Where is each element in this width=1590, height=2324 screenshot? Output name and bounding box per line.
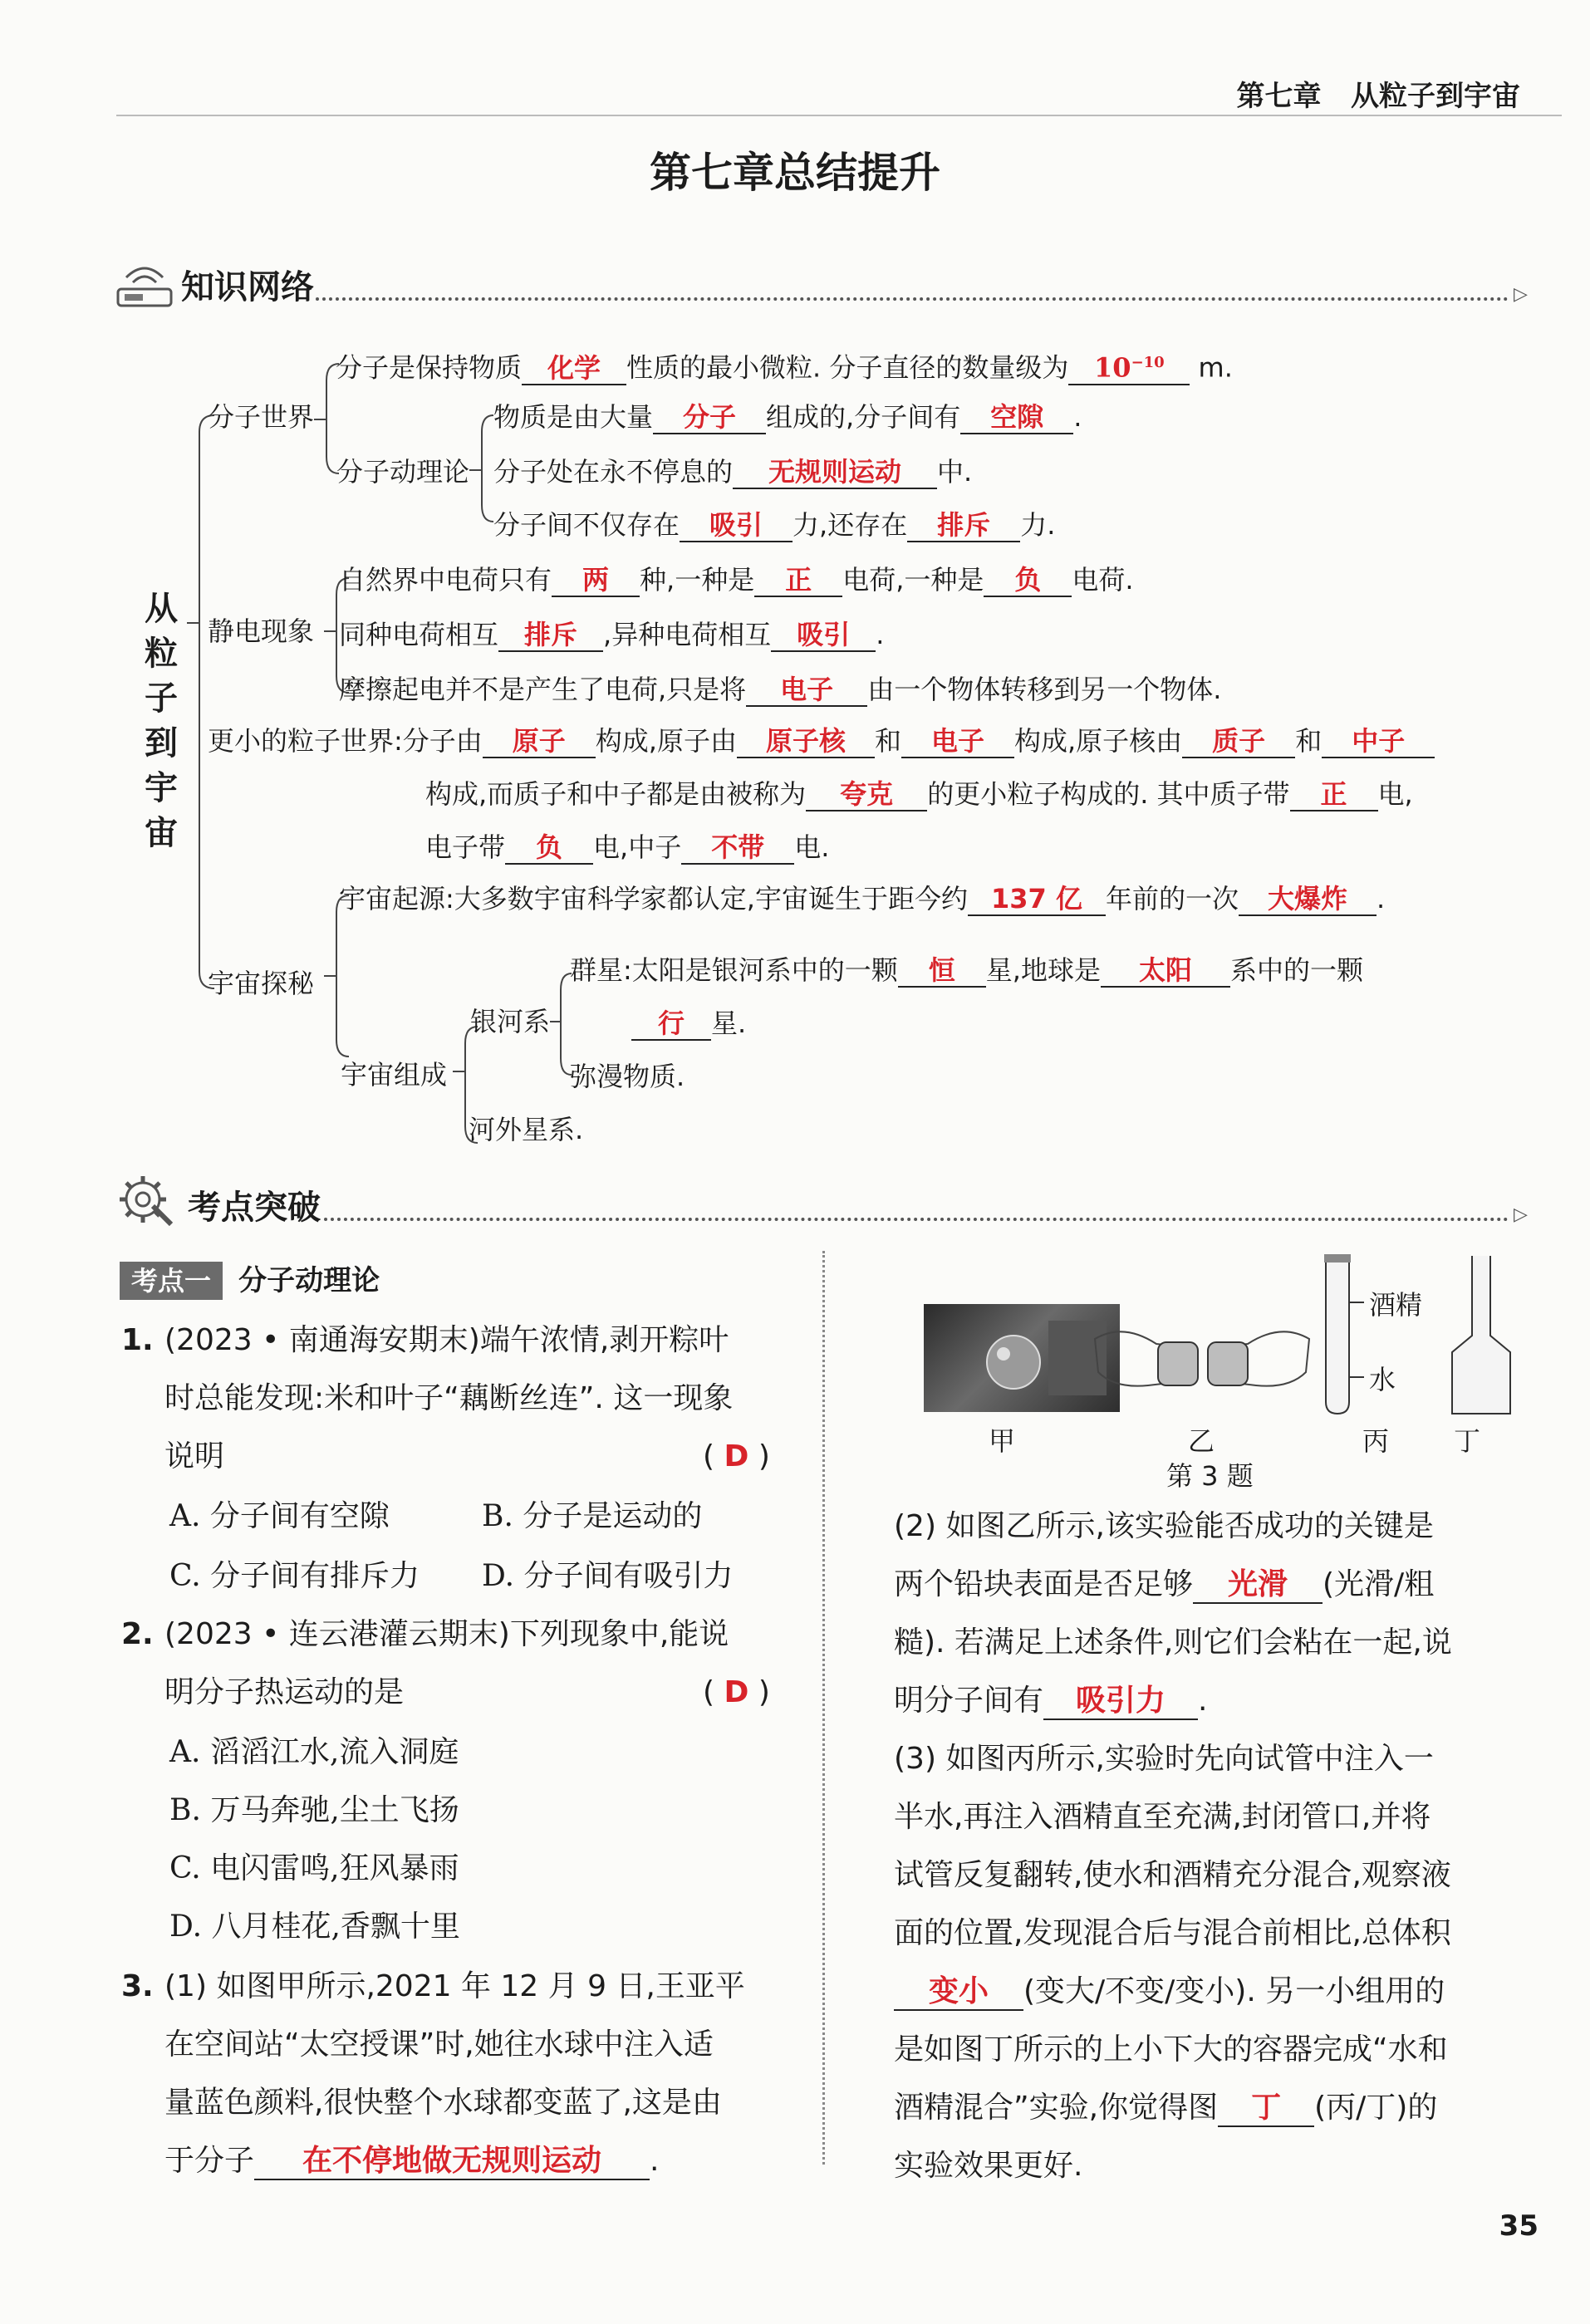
r-line-9: 变小 (变大/不变/变小). 另一小组用的: [894, 1973, 1445, 2011]
answer-blank: 大爆炸: [1239, 883, 1377, 916]
answer-blank: 正: [754, 564, 842, 597]
answer-blank: 电子: [746, 674, 867, 707]
line-12: 群星:太阳是银河系中的一颗 恒 星,地球是 太阳 系中的一颗: [570, 954, 1363, 986]
answer-blank: 原子: [483, 725, 596, 758]
label-ding: 丁: [1454, 1425, 1481, 1457]
line-14: 弥漫物质.: [570, 1061, 685, 1092]
figure-ding-container: [1444, 1253, 1519, 1422]
q3-line-1: (1) 如图甲所示,2021 年 12 月 9 日,王亚平: [164, 1969, 745, 2003]
r-line-1: (2) 如图乙所示,该实验能否成功的关键是: [894, 1509, 1434, 1543]
q2-option-b: B. 万马奔驰,尘土飞扬: [169, 1793, 459, 1827]
answer-blank: 排斥: [907, 509, 1020, 542]
r-line-11: 酒精混合”实验,你觉得图 丁 (丙/丁)的: [894, 2090, 1437, 2127]
answer-blank: 电子: [901, 725, 1014, 758]
answer-blank: 不带: [681, 831, 794, 865]
line-1: 分子是保持物质 化学 性质的最小微粒. 分子直径的数量级为 $10^{-10}$ m.: [336, 347, 1233, 385]
line-7: 摩擦起电并不是产生了电荷,只是将 电子 由一个物体转移到另一个物体.: [339, 674, 1222, 705]
r-line-2: 两个铅块表面是否足够 光滑 (光滑/粗: [894, 1566, 1434, 1604]
question-number: 1.: [121, 1323, 154, 1357]
line-2: 物质是由大量 分子 组成的,分子间有 空隙 .: [493, 401, 1082, 433]
q3-line-4: 于分子 在不停地做无规则运动 .: [164, 2143, 659, 2180]
line-5: 自然界中电荷只有 两 种,一种是 正 电荷,一种是 负 电荷.: [339, 564, 1134, 596]
header-chapter: 第七章: [1236, 80, 1322, 113]
answer-blank: 排斥: [498, 619, 603, 652]
r-line-12: 实验效果更好.: [894, 2149, 1083, 2183]
answer-blank: 吸引: [680, 509, 793, 542]
node-fenzi-shijie: 分子世界: [208, 401, 315, 433]
divider-arrow-icon: ▷: [1514, 1204, 1528, 1225]
q1-option-b: B. 分子是运动的: [482, 1499, 703, 1533]
r-line-7: 试管反复翻转,使水和酒精充分混合,观察液: [894, 1858, 1451, 1892]
answer-blank: 夸克: [806, 778, 927, 811]
answer-blank: 吸引力: [1043, 1684, 1198, 1720]
line-10: 电子带 负 电,中子 不带 电.: [425, 831, 830, 863]
header-chapter-title: 从粒子到宇宙: [1351, 80, 1520, 113]
section-points-title: 考点突破: [188, 1189, 321, 1227]
q3-line-2: 在空间站“太空授课”时,她往水球中注入适: [164, 2027, 714, 2062]
answer-blank: 行: [631, 1008, 711, 1041]
answer-blank: 中子: [1322, 725, 1435, 758]
label-shui: 水: [1369, 1364, 1396, 1395]
section-network-title: 知识网络: [181, 268, 314, 306]
divider-arrow-icon: ▷: [1514, 284, 1528, 305]
q1-option-d: D. 分子间有吸引力: [482, 1559, 734, 1593]
answer-blank: 在不停地做无规则运动: [254, 2144, 650, 2180]
tree-root: 从粒子到宇宙: [145, 590, 178, 852]
answer-blank: 化学: [522, 352, 626, 385]
figure-caption: 第 3 题: [1166, 1460, 1254, 1492]
line-15: 河外星系.: [469, 1114, 584, 1145]
answer-blank: 恒: [898, 954, 986, 988]
q2-option-d: D. 八月桂花,香飘十里: [169, 1910, 460, 1944]
kaodian-title: 分子动理论: [238, 1264, 380, 1297]
answer-blank: 质子: [1182, 725, 1295, 758]
r-line-4: 明分子间有 吸引力 .: [894, 1683, 1207, 1720]
answer-blank: 无规则运动: [733, 456, 937, 489]
answer-blank: 正: [1290, 778, 1378, 811]
line-4: 分子间不仅存在 吸引 力,还存在 排斥 力.: [493, 509, 1056, 541]
r-line-5: (3) 如图丙所示,实验时先向试管中注入一: [894, 1742, 1434, 1776]
answer-blank: $10^{-10}$: [1068, 347, 1190, 385]
answer-blank: 丁: [1218, 2091, 1314, 2127]
r-line-6: 半水,再注入酒精直至充满,封闭管口,并将: [894, 1800, 1431, 1834]
section-divider: [324, 1218, 1509, 1221]
line-8: 更小的粒子世界:分子由 原子 构成,原子由 原子核 和 电子 构成,原子核由 质子 和 中子: [208, 724, 1435, 758]
q1-option-a: A. 分子间有空隙: [169, 1499, 390, 1533]
label-jia: 甲: [989, 1425, 1016, 1457]
question-number: 3.: [121, 1969, 154, 2003]
q2-line-2: 明分子热运动的是: [164, 1675, 405, 1709]
line-9: 构成,而质子和中子都是由被称为 夸克 的更小粒子构成的. 其中质子带 正 电,: [425, 778, 1413, 810]
r-line-3: 糙). 若满足上述条件,则它们会粘在一起,说: [894, 1625, 1452, 1660]
kaodian-heading: [120, 1258, 380, 1298]
page-number: 35: [1499, 2209, 1538, 2243]
label-bing: 丙: [1362, 1425, 1390, 1457]
r-line-10: 是如图丁所示的上小下大的容器完成“水和: [894, 2032, 1448, 2067]
figure-yi-hands: [1090, 1306, 1314, 1417]
line-3: 分子处在永不停息的 无规则运动 中.: [493, 456, 973, 488]
answer-blank: 原子核: [737, 725, 875, 758]
answer-blank: 太阳: [1101, 954, 1230, 988]
column-divider: [822, 1251, 825, 2165]
answer-blank: 光滑: [1193, 1567, 1323, 1604]
q2-answer: ( D ): [703, 1675, 770, 1709]
line-11: 宇宙起源:大多数宇宙科学家都认定,宇宙诞生于距今约 137 亿 年前的一次 大爆炸 .: [339, 883, 1386, 914]
label-yi: 乙: [1188, 1425, 1215, 1457]
kaodian-badge: 考点一: [120, 1262, 223, 1300]
q1-option-c: C. 分子间有排斥力: [169, 1559, 420, 1593]
q1-line-3: 说明: [164, 1439, 225, 1473]
figure-bing-test-tube: [1318, 1253, 1367, 1422]
answer-blank: 负: [984, 564, 1072, 597]
node-fenzi-dongli: 分子动理论: [336, 456, 470, 488]
q1-line-2: 时总能发现:米和叶子“藕断丝连”. 这一现象: [164, 1381, 734, 1415]
line-13: 行 星.: [631, 1007, 746, 1041]
gear-icon: [116, 1173, 176, 1229]
node-yinhe: 银河系: [470, 1006, 551, 1037]
q1-line-1: (2023 • 南通海安期末)端午浓情,剥开粽叶: [164, 1323, 729, 1357]
q2-option-a: A. 滔滔江水,流入洞庭: [169, 1735, 459, 1769]
q3-line-3: 量蓝色颜料,很快整个水球都变蓝了,这是由: [164, 2086, 722, 2120]
answer-blank: 吸引: [771, 619, 876, 652]
answer-blank: 137 亿: [968, 883, 1106, 916]
r-line-8: 面的位置,发现混合后与混合前相比,总体积: [894, 1916, 1451, 1950]
question-number: 2.: [121, 1617, 154, 1651]
answer-blank: 负: [505, 831, 593, 865]
label-jiujing: 酒精: [1369, 1289, 1423, 1321]
node-jingdian: 静电现象: [208, 615, 315, 647]
line-6: 同种电荷相互 排斥 ,异种电荷相互 吸引 .: [339, 619, 885, 650]
node-yuzhou-zucheng: 宇宙组成: [341, 1059, 448, 1091]
page-title: 第七章总结提升: [650, 149, 940, 197]
answer-blank: 分子: [653, 401, 766, 434]
node-yuzhou-tanmi: 宇宙探秘: [208, 968, 315, 999]
answer-blank: 两: [552, 564, 640, 597]
answer-blank: 空隙: [960, 401, 1073, 434]
answer-blank: 变小: [894, 1974, 1023, 2011]
q1-answer: ( D ): [703, 1439, 770, 1473]
q2-line-1: (2023 • 连云港灌云期末)下列现象中,能说: [164, 1617, 729, 1651]
q2-option-c: C. 电闪雷鸣,狂风暴雨: [169, 1851, 459, 1885]
